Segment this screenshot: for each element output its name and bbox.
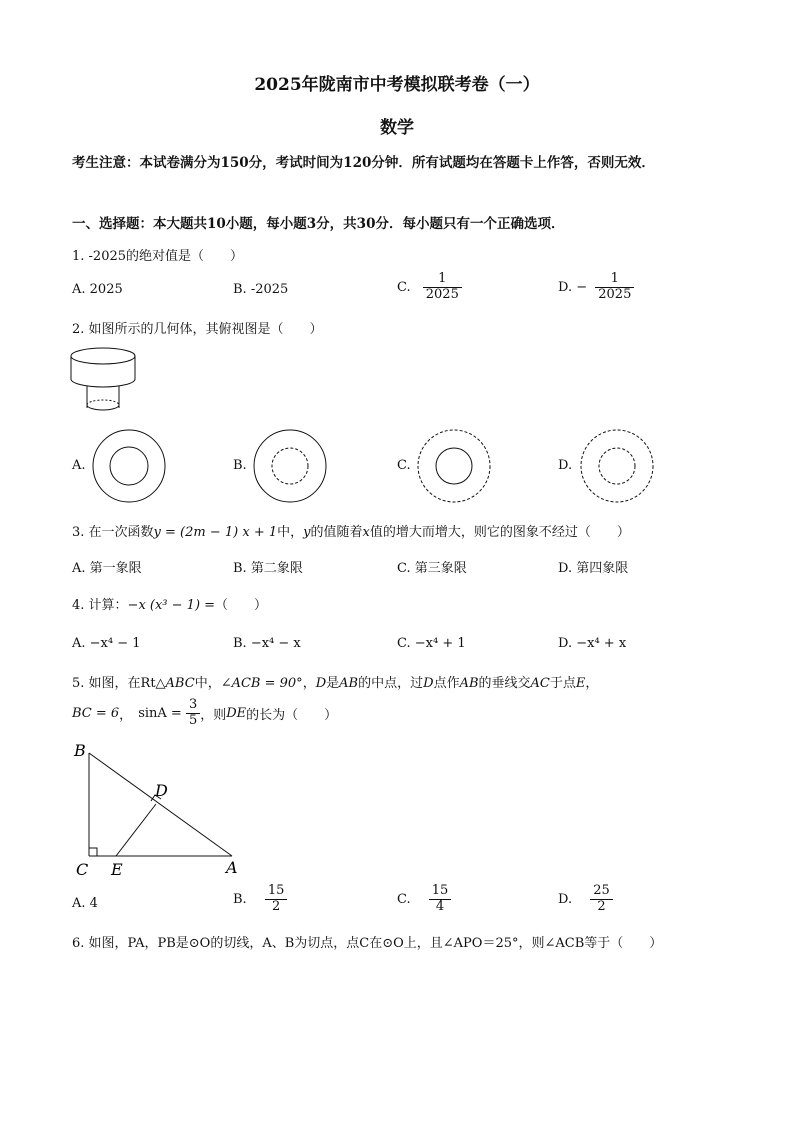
q1-stem: 1. -2025的绝对值是（ ） [72,249,244,264]
q5-ab2: AB [459,676,479,691]
q3-option-d: D. 第四象限 [558,561,629,576]
q5-text-2: 中， [194,676,221,691]
q2-option-a-figure [92,429,166,503]
q1-option-c [397,272,462,303]
q5-text-8: 于点 [549,676,576,691]
q5-stem-line-1 [72,672,598,691]
q5-sin-denominator: 5 [188,712,198,728]
q2-option-d-label: D. [558,458,573,473]
q2-option-c-figure [417,429,491,503]
q2-option-b-figure [253,429,327,503]
q5-fig-label-d: D [155,781,168,800]
q1-option-a: A. 2025 [72,282,123,297]
q4-option-a: A. −x⁴ − 1 [72,636,141,651]
q1-option-d-fraction [595,272,634,303]
q5-abc: ABC [165,676,195,691]
q5-fig-label-b: B [74,741,86,760]
q5-option-d-fraction [590,884,613,915]
q3-stem-suffix: 值的增大而增大，则它的图象不经过（ ） [369,525,630,540]
q3-var-x: x [362,525,370,540]
q1-option-d-denominator: 2025 [598,286,632,302]
q2-solid-figure [68,346,148,418]
q5-option-b-fraction [265,884,288,915]
q5-text-5: 的中点，过 [358,676,424,691]
q4-option-b: B. −x⁴ − x [233,636,301,651]
q5-d: D [315,676,327,691]
q5-sin: sinA = [138,705,182,721]
q5-angle: ∠ACB = 90° [220,676,303,691]
q5-sin-numerator: 3 [186,698,200,714]
q5-option-b-numerator: 15 [265,884,288,900]
q2-option-d-figure [580,429,654,503]
q5-triangle-figure [72,738,252,880]
q5-bc: BC = 6 [72,705,120,721]
q6-stem: 6. 如图，PA，PB是⊙O的切线，A、B为切点，点C在⊙O上，且∠APO＝25°，则∠ACB等于（ ） [72,936,663,951]
q5-ab: AB [339,676,359,691]
q5-text-10: ，则 [200,707,227,723]
q5-stem-line-2 [72,698,337,729]
q3-stem [72,521,630,540]
q4-stem-prefix: 4. 计算： [72,598,128,613]
q3-var-y: y [303,525,311,540]
q5-text-4: 是 [326,676,340,691]
q1-option-c-fraction [423,272,462,303]
q4-option-c: C. −x⁴ + 1 [397,636,466,651]
q5-fig-label-a: A [226,858,238,877]
q5-text-9: ， [585,676,599,691]
q5-option-c-denominator: 4 [435,898,445,914]
q5-option-b-label: B. [233,891,247,907]
q5-de: DE [226,705,247,721]
q1-option-d [558,272,634,303]
q5-option-d-label: D. [558,891,573,907]
q5-d2: D [423,676,434,691]
q1-option-c-label: C. [397,279,411,295]
q1-option-b: B. -2025 [233,282,289,297]
q5-text-3: ， [302,676,316,691]
q5-sep: ， [119,707,133,723]
q2-option-b-label: B. [233,458,247,473]
q4-option-d: D. −x⁴ + x [558,636,627,651]
q5-option-d [558,884,613,915]
q4-formula: −x (x³ − 1) = [127,598,216,613]
q5-option-c [397,884,451,915]
q4-stem-suffix: （ ） [215,598,268,613]
q3-option-c: C. 第三象限 [397,561,467,576]
q5-text-6: 点作 [433,676,460,691]
q5-e: E [575,676,586,691]
exam-subject: 数学 [380,118,414,138]
q4-stem [72,594,267,613]
q5-option-c-label: C. [397,891,411,907]
q5-text-7: 的垂线交 [478,676,531,691]
q5-ac: AC [530,676,550,691]
q1-option-d-label: D. − [558,279,588,295]
q5-sin-fraction [186,698,200,729]
exam-title: 2025年陇南市中考模拟联考卷（一） [254,75,540,95]
q5-option-d-denominator: 2 [597,898,606,914]
q5-option-b-denominator: 2 [271,898,281,914]
q5-fig-label-c: C [76,860,89,879]
q5-option-c-fraction [429,884,452,915]
q5-text-11: 的长为（ ） [246,707,338,723]
q2-option-c-label: C. [397,458,411,473]
q1-option-c-denominator: 2025 [425,286,459,302]
q3-stem-middle-2: 的值随着 [310,525,363,540]
q2-stem: 2. 如图所示的几何体，其俯视图是（ ） [72,322,323,337]
q3-stem-prefix: 3. 在一次函数 [72,525,154,540]
q1-option-c-numerator: 1 [423,272,462,288]
q2-option-a-label: A. [72,458,86,473]
q5-fig-label-e: E [111,860,123,879]
q3-formula: y = (2m − 1) x + 1 [153,525,278,540]
q1-option-d-numerator: 1 [595,272,634,288]
q5-option-a: A. 4 [72,896,98,911]
q5-text-1: 5. 如图，在Rt△ [72,676,166,691]
q5-option-d-numerator: 25 [590,884,613,900]
q5-option-b [233,884,287,915]
q3-option-b: B. 第二象限 [233,561,303,576]
section-heading-choice: 一、选择题：本大题共10小题，每小题3分，共30分．每小题只有一个正确选项． [72,216,565,232]
exam-notice: 考生注意：本试卷满分为150分，考试时间为120分钟．所有试题均在答题卡上作答，否则无效． [72,155,655,171]
q3-option-a: A. 第一象限 [72,561,142,576]
q3-stem-middle: 中， [277,525,304,540]
q5-option-c-numerator: 15 [429,884,452,900]
